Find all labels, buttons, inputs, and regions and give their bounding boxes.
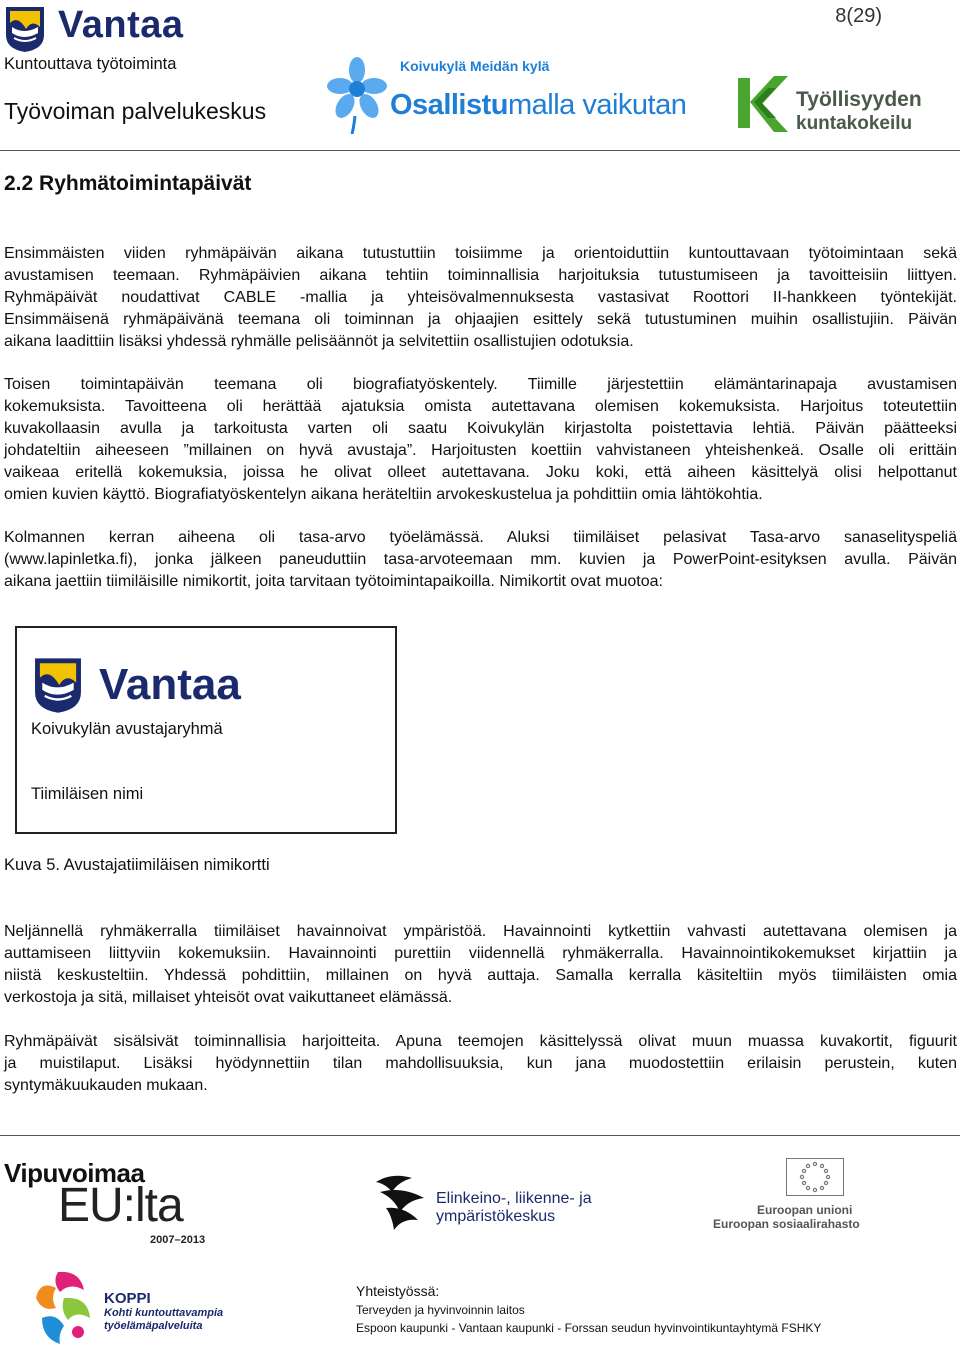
text-line: Ryhmäpäivät noudattivat CABLE -mallia ja yhteisövalmennuksesta vastasivat Roottori II-hankkeen työntekijät. [4, 289, 957, 306]
text-line: johdateltiin aiheeseen ”millainen on hyvä avustaja”. Harjoitusten koettiin vahvistaneen yhteishenkeä. Osalle oli erittäin [4, 442, 957, 459]
vantaa-crest-icon [4, 5, 46, 53]
osallistu-logo-text [390, 89, 686, 122]
vipu-years: 2007–2013 [150, 1234, 206, 1246]
text-line: vaikeaa eritellä kokemuksia, joissa he olivat olleet autettavana. Joku koki, että aiheen käsittelyä olisi helpottanut [4, 464, 957, 481]
text-line: omien kuvien käyttö. Biografiatyöskentelyn aikana heräteltiin arvokeskustelua ja pohdittiin omia lähtökohtia. [4, 486, 763, 503]
eu-line-1: Euroopan unioni [757, 1203, 853, 1217]
text-line: ja muistilaput. Lisäksi hyödynnettiin tilan mahdollisuuksia, kun jana muodostettiin erilaisin perustein, kuten [4, 1055, 957, 1072]
paragraph-4 [4, 921, 957, 1009]
text-line: aikana jaettiin tiimiläisille nimikortit, joita tarvitaan työtoimintapaikoilla. Nimikortit ovat muotoa: [4, 573, 663, 590]
vantaa-logo-text: Vantaa [58, 4, 184, 46]
text-line: Toisen toimintapäivän teemana oli biografiatyöskentely. Tiimille järjestettiin elämäntarinapaja avustamisen [4, 376, 957, 393]
text-line: verkostoja ja sitä, millaiset yhteisöt ovat vaikuttaneet elämässä. [4, 989, 453, 1006]
cooperation-line-2: Espoon kaupunki - Vantaan kaupunki - Forssan seudun hyvinvointikuntayhtymä FSHKY [356, 1321, 822, 1335]
koppi-title: KOPPI [104, 1290, 151, 1307]
text-line: kokemuksista. Tavoitteena oli herättää ajatuksia omista autettavana olemisen kokemuksista. Harjoitus toteutettiin [4, 398, 957, 415]
text-line: auttamiseen liittyviin kokemuksiin. Havainnointi purettiin viidennellä ryhmäkerralla. Havainnointikokemukset kirjattiin ja [4, 945, 957, 962]
card-member-name: Tiimiläisen nimi [31, 785, 144, 803]
text-line: niistä keskusteltiin. Yhdessä pohdittiin, millainen on hyvä auttaja. Samalla kerralla käsiteltiin myös tiimiläisten omia [4, 967, 957, 984]
figure-caption: Kuva 5. Avustajatiimiläisen nimikortti [4, 856, 270, 874]
eulta-text: EU:lta [58, 1179, 183, 1232]
osallistu-bold: Osallistu [390, 89, 508, 121]
tyollisyyden-line-2: kuntakokeilu [796, 113, 913, 134]
text-line: kuvakollaasin avulla ja tarkoitusta varten oli saatu Koivukylän kirjastolta poistettavia lehtiä. Päivän päätteeksi [4, 420, 957, 437]
koppi-line-1: Kohti kuntouttavampia [104, 1307, 224, 1319]
tyollisyyden-logo-icon [738, 70, 788, 136]
card-logo-text: Vantaa [99, 660, 241, 709]
footer-divider [0, 1135, 960, 1136]
eu-line-2: Euroopan sosiaalirahasto [713, 1217, 860, 1231]
paragraph-1 [4, 243, 957, 353]
text-line: Ryhmäpäivät sisälsivät toiminnallisia harjoitteita. Apuna teemojen käsittelyssä olivat muun muassa kuvakortit, figuurit [4, 1033, 957, 1050]
text-line: Kolmannen kerran aiheena oli tasa-arvo työelämässä. Aluksi tiimiläiset pelasivat Tasa-arvo sanaselityspeliä [4, 529, 957, 546]
text-line: aikana laadittiin lisäksi yhdessä ryhmälle pelisäännöt ja selvitettiin osallistujien odotuksia. [4, 333, 634, 350]
eu-flag-icon [786, 1158, 844, 1196]
vipuvoimaa-text: Vipuvoimaa [4, 1158, 145, 1188]
header-subtitle-2: Työvoiman palvelukeskus [4, 98, 267, 124]
cooperation-line-1: Terveyden ja hyvinvoinnin laitos [356, 1303, 525, 1317]
paragraph-3 [4, 527, 957, 593]
page-number: 8(29) [835, 5, 882, 27]
header-subtitle-1: Kuntouttava työtoiminta [4, 55, 177, 73]
section-title: 2.2 Ryhmätoimintapäivät [4, 172, 252, 195]
text-line: (www.lapinletka.fi), jonka jälkeen paneuduttiin tasa-arvoteemaan mm. kuvien ja PowerPoint-esityksen avulla. Päivän [4, 551, 957, 568]
koppi-logo-icon [30, 1268, 96, 1344]
ely-line-2: ympäristökeskus [436, 1208, 556, 1225]
header-divider [0, 150, 960, 151]
tyollisyyden-line-1: Työllisyyden [796, 88, 922, 111]
text-line: Neljännellä ryhmäkerralla tiimiläiset havainnoivat ympäristöä. Havainnointi kytkettiin vahvasti autettavana olemisen ja [4, 923, 957, 940]
paragraph-5 [4, 1031, 957, 1097]
text-line: Ensimmäisten viiden ryhmäpäivän aikana tutustuttiin toisiimme ja orientoiduttiin kuntouttavaan työtoimintaan sekä [4, 245, 957, 262]
flower-icon [326, 56, 388, 134]
vantaa-crest-icon [31, 656, 85, 714]
osallistu-tagline: Koivukylä Meidän kylä [400, 58, 550, 74]
text-line: avustamisen teemaan. Ryhmäpäivien aikana tehtiin toiminnallisia harjoituksia tutustumiseen ja tavoitteisiin liittyen. [4, 267, 957, 284]
cooperation-label: Yhteistyössä: [356, 1283, 440, 1299]
ely-logo-icon [372, 1172, 430, 1230]
name-card [15, 626, 397, 834]
text-line: syntymäkuukauden mukaan. [4, 1077, 208, 1094]
paragraph-2 [4, 374, 957, 506]
ely-line-1: Elinkeino-, liikenne- ja [436, 1190, 592, 1207]
card-group-name: Koivukylän avustajaryhmä [31, 720, 223, 738]
osallistu-rest: malla vaikutan [508, 89, 687, 121]
text-line: Ensimmäisenä ryhmäpäivänä teemana oli toiminnan ja ohjaajien esittely sekä tutustuminen muihin osallistujiin. Päivän [4, 311, 957, 328]
koppi-line-2: työelämäpalveluita [104, 1320, 203, 1332]
